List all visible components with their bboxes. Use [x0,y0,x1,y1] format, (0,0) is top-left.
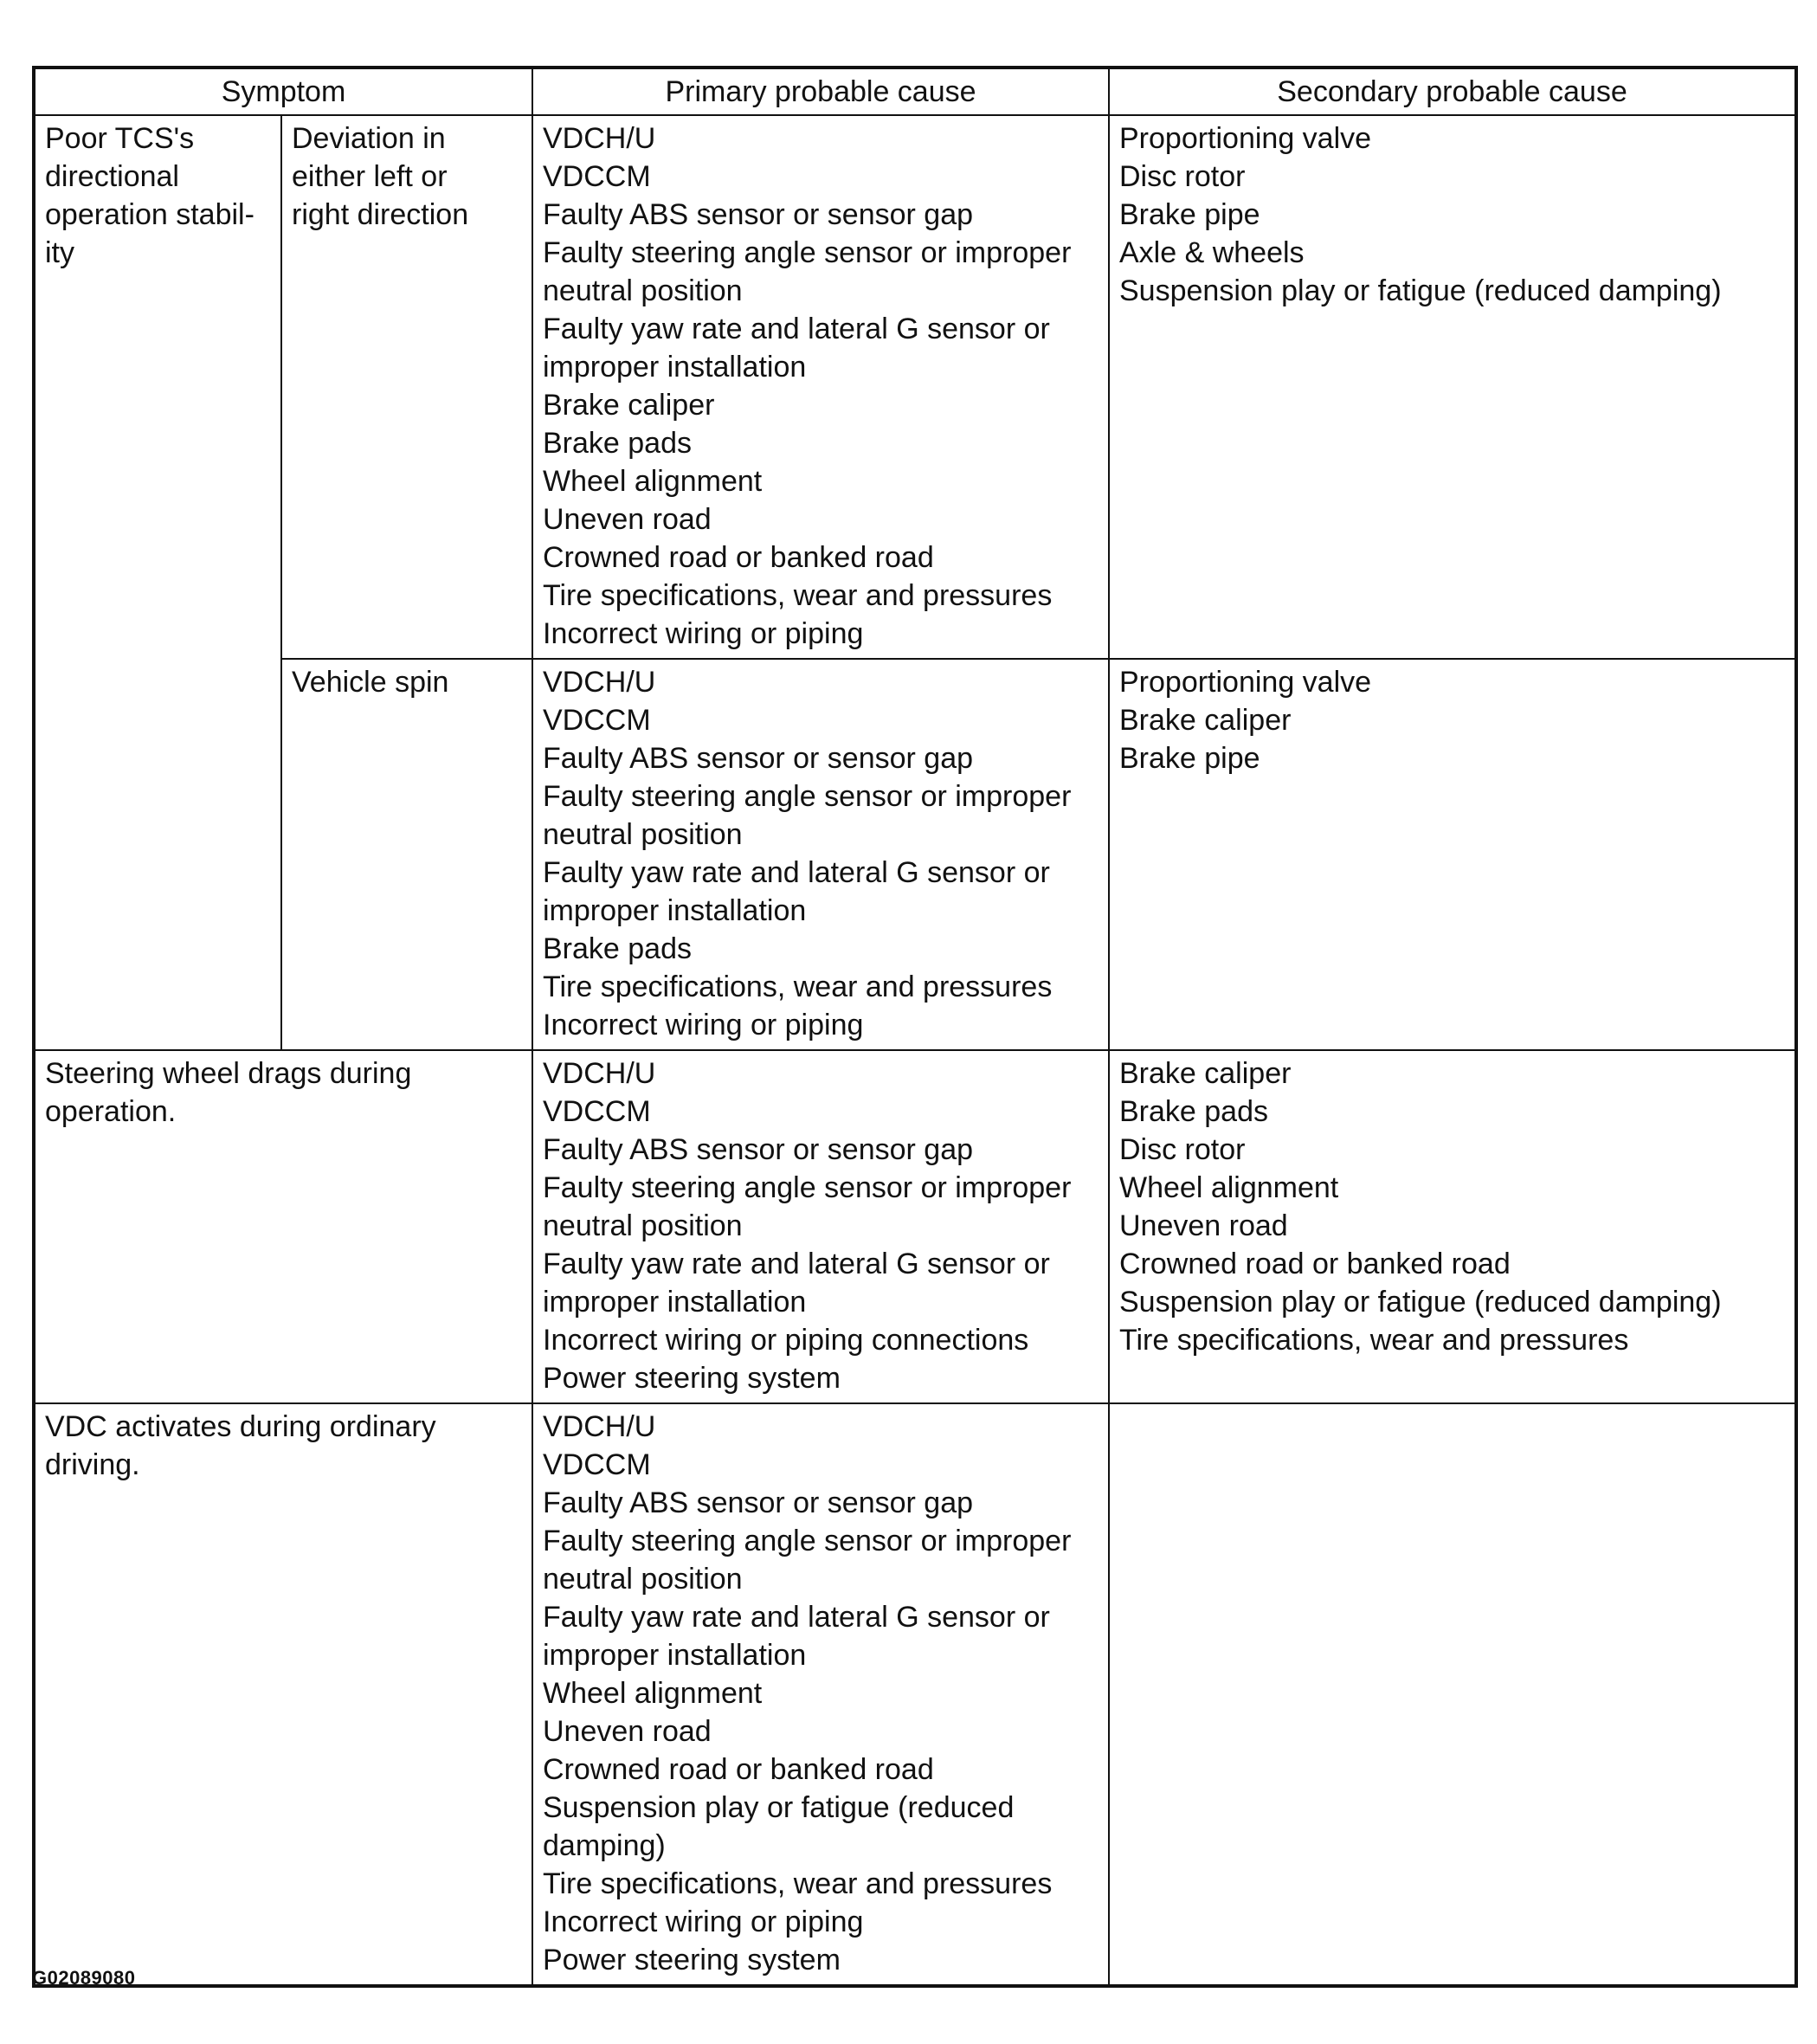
secondary-cause-item: Brake caliper [1119,1057,1292,1090]
primary-cause-item: Brake pads [543,427,692,460]
primary-cause-item: Incorrect wiring or piping [543,617,864,650]
primary-cause-item: Incorrect wiring or piping [543,1009,864,1041]
primary-cause-cell [532,115,1109,659]
symptom-line: directional [45,160,179,193]
primary-cause-item: Power steering system [543,1362,841,1395]
secondary-cause-item: Suspension play or fatigue (reduced damping) [1119,1286,1722,1319]
secondary-cause-item: Disc rotor [1119,1133,1246,1166]
sub-symptom-cell [281,115,532,659]
primary-cause-item: VDCH/U [543,122,656,155]
sub-symptom-line: either left or [292,160,448,193]
primary-cause-item: Faulty ABS sensor or sensor gap [543,1133,974,1166]
symptom-line: driving. [45,1448,140,1481]
primary-cause-cell [532,659,1109,1050]
primary-cause-item: Brake pads [543,932,692,965]
table-row [34,1403,1796,1986]
symptom-line: VDC activates during ordinary [45,1410,436,1443]
secondary-cause-item: Suspension play or fatigue (reduced damping) [1119,274,1722,307]
primary-cause-item: VDCH/U [543,1057,656,1090]
primary-cause-item: Tire specifications, wear and pressures [543,579,1053,612]
primary-cause-item: VDCCM [543,160,651,193]
secondary-cause-cell [1109,1050,1796,1403]
primary-cause-item: Faulty yaw rate and lateral G sensor or improper installation [543,1601,1050,1672]
secondary-cause-item: Uneven road [1119,1209,1288,1242]
secondary-cause-item: Wheel alignment [1119,1171,1339,1204]
primary-cause-item: Incorrect wiring or piping [543,1905,864,1938]
secondary-cause-item: Axle & wheels [1119,236,1305,269]
primary-cause-item: Faulty steering angle sensor or improper neutral position [543,780,1072,851]
secondary-cause-item: Brake pads [1119,1095,1268,1128]
primary-cause-cell [532,1050,1109,1403]
sub-symptom-line: Vehicle spin [292,666,449,699]
primary-cause-item: Faulty yaw rate and lateral G sensor or improper installation [543,1248,1050,1319]
symptom-line: operation stabil- [45,198,255,231]
primary-cause-item: Faulty yaw rate and lateral G sensor or improper installation [543,856,1050,927]
symptom-line: ity [45,236,74,269]
primary-cause-item: VDCCM [543,1095,651,1128]
primary-cause-item: Faulty steering angle sensor or improper neutral position [543,1171,1072,1242]
secondary-cause-item: Disc rotor [1119,160,1246,193]
diagnosis-table [32,66,1798,1988]
primary-cause-item: Crowned road or banked road [543,541,934,574]
primary-cause-item: Tire specifications, wear and pressures [543,970,1053,1003]
primary-cause-item: VDCCM [543,1448,651,1481]
primary-cause-cell [532,1403,1109,1986]
figure-id: G02089080 [32,1967,136,1989]
secondary-cause-item: Brake caliper [1119,704,1292,737]
symptom-cell [34,115,281,1050]
primary-cause-item: Crowned road or banked road [543,1753,934,1786]
diagnosis-table-container [32,66,1794,1988]
symptom-line: operation. [45,1095,177,1128]
secondary-cause-item: Proportioning valve [1119,666,1372,699]
primary-cause-item: Faulty steering angle sensor or improper neutral position [543,236,1072,307]
secondary-cause-item: Proportioning valve [1119,122,1372,155]
secondary-cause-cell [1109,115,1796,659]
secondary-cause-item: Brake pipe [1119,198,1260,231]
primary-cause-item: Tire specifications, wear and pressures [543,1867,1053,1900]
primary-cause-item: Faulty ABS sensor or sensor gap [543,742,974,775]
primary-cause-item: VDCH/U [543,1410,656,1443]
primary-cause-item: Wheel alignment [543,465,763,498]
sub-symptom-line: right direction [292,198,469,231]
table-row [34,659,1796,1050]
primary-cause-item: VDCCM [543,704,651,737]
header-row [34,68,1796,115]
header-primary-cause: Primary probable cause [532,68,1109,115]
symptom-cell [34,1403,532,1986]
primary-cause-item: Faulty yaw rate and lateral G sensor or improper installation [543,313,1050,384]
secondary-cause-cell [1109,659,1796,1050]
symptom-line: Steering wheel drags during [45,1057,412,1090]
header-secondary-cause: Secondary probable cause [1109,68,1796,115]
header-symptom: Symptom [34,68,532,115]
primary-cause-item: Wheel alignment [543,1677,763,1710]
symptom-line: Poor TCS's [45,122,195,155]
sub-symptom-line: Deviation in [292,122,446,155]
sub-symptom-cell [281,659,532,1050]
symptom-cell [34,1050,532,1403]
table-row [34,1050,1796,1403]
secondary-cause-item: Crowned road or banked road [1119,1248,1511,1280]
primary-cause-item: Incorrect wiring or piping connections [543,1324,1029,1357]
secondary-cause-cell-empty [1109,1403,1796,1986]
primary-cause-item: Suspension play or fatigue (reduced damping) [543,1791,1015,1862]
primary-cause-item: Brake caliper [543,389,715,422]
primary-cause-item: Uneven road [543,503,712,536]
table-row [34,115,1796,659]
primary-cause-item: Faulty ABS sensor or sensor gap [543,1486,974,1519]
primary-cause-item: VDCH/U [543,666,656,699]
secondary-cause-item: Tire specifications, wear and pressures [1119,1324,1629,1357]
secondary-cause-item: Brake pipe [1119,742,1260,775]
primary-cause-item: Faulty ABS sensor or sensor gap [543,198,974,231]
primary-cause-item: Faulty steering angle sensor or improper neutral position [543,1525,1072,1596]
primary-cause-item: Uneven road [543,1715,712,1748]
primary-cause-item: Power steering system [543,1944,841,1976]
